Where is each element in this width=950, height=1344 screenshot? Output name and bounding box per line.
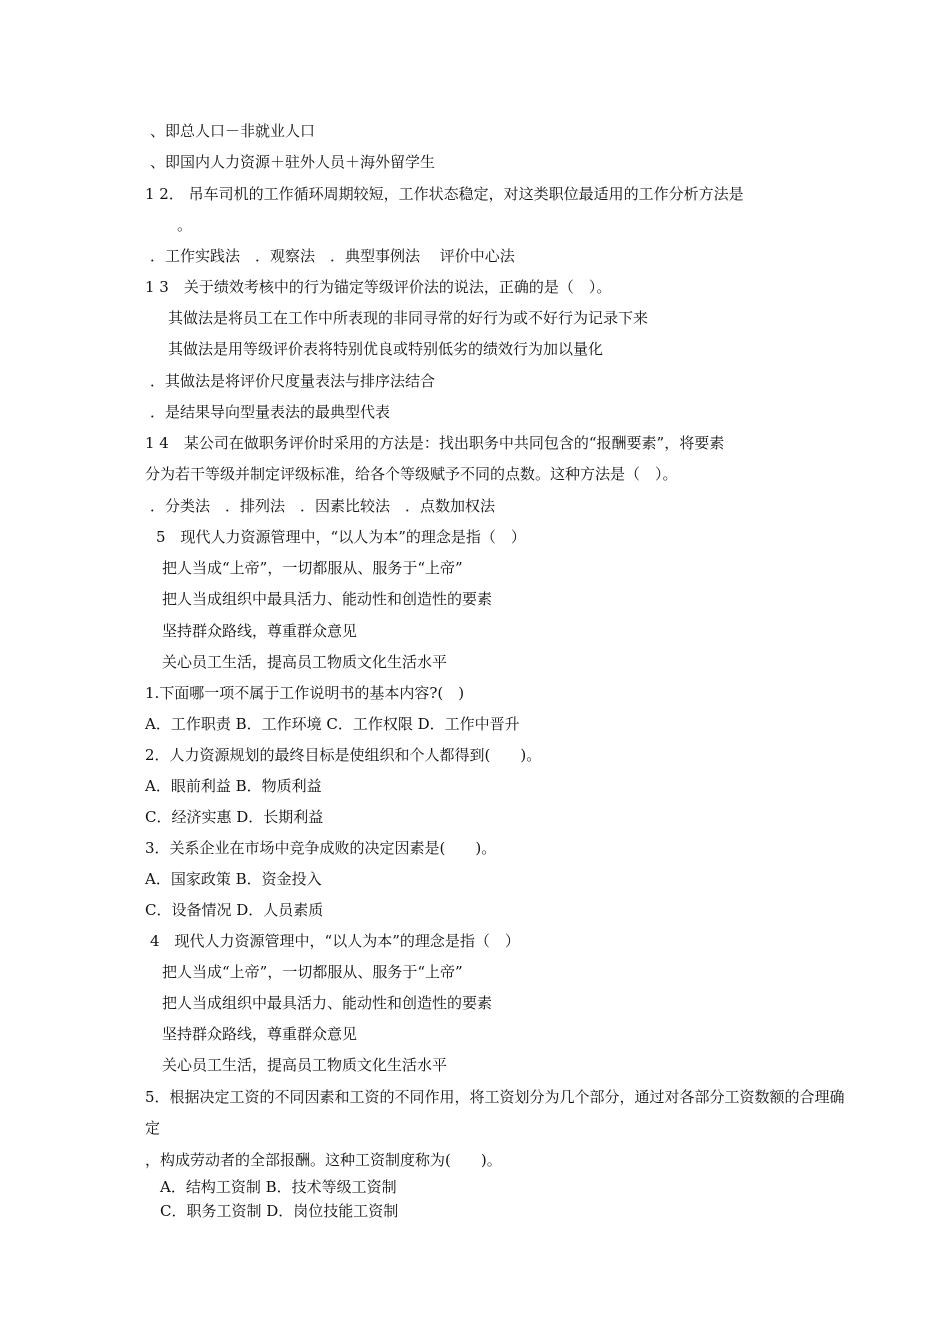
options-12: ．工作实践法 ．观察法 ．典型事例法 评价中心法	[150, 247, 515, 265]
question-12: 1 2． 吊车司机的工作循环周期较短，工作状态稳定，对这类职位最适用的工作分析方法是	[145, 185, 744, 203]
options-14: ．分类法 ．排列法 ．因素比较法 ．点数加权法	[150, 497, 496, 515]
options-5a: A．结构工资制 B．技术等级工资制	[160, 1178, 397, 1196]
option-line: 把人当成组织中最具活力、能动性和创造性的要素	[162, 994, 493, 1012]
question-2: 2．人力资源规划的最终目标是使组织和个人都得到( )。	[145, 746, 542, 764]
options-1: A．工作职责 B．工作环境 C．工作权限 D．工作中晋升	[145, 715, 520, 733]
option-line: 把人当成“上帝”，一切都服从、服务于“上帝”	[162, 963, 463, 981]
option-line: 其做法是用等级评价表将特别优良或特别低劣的绩效行为加以量化	[168, 340, 604, 358]
text-line: 。	[177, 216, 193, 234]
options-3a: A．国家政策 B．资金投入	[145, 870, 322, 888]
question-5: 5．根据决定工资的不同因素和工资的不同作用，将工资划分为几个部分，通过对各部分工资数额的合理确	[145, 1088, 845, 1106]
option-line: ．其做法是将评价尺度量表法与排序法结合	[150, 372, 436, 390]
question-15: 5 现代人力资源管理中，“以人为本”的理念是指（ ）	[156, 528, 526, 546]
option-line: 关心员工生活，提高员工物质文化生活水平	[162, 1056, 448, 1074]
question-1: 1.下面哪一项不属于工作说明书的基本内容?( )	[145, 684, 465, 702]
option-line: 坚持群众路线，尊重群众意见	[162, 622, 358, 640]
option-line: 把人当成组织中最具活力、能动性和创造性的要素	[162, 590, 493, 608]
option-line: 其做法是将员工在工作中所表现的非同寻常的好行为或不好行为记录下来	[168, 309, 649, 327]
option-line: 坚持群众路线，尊重群众意见	[162, 1025, 358, 1043]
options-3b: C．设备情况 D．人员素质	[145, 901, 324, 919]
text-line: 定	[145, 1119, 161, 1137]
options-5b: C．职务工资制 D．岗位技能工资制	[160, 1202, 399, 1220]
question-13: 1 3 关于绩效考核中的行为锚定等级评价法的说法，正确的是（ ）。	[145, 278, 612, 296]
question-3: 3．关系企业在市场中竞争成败的决定因素是( )。	[145, 839, 497, 857]
question-14: 1 4 某公司在做职务评价时采用的方法是：找出职务中共同包含的“报酬要素”，将要素	[145, 434, 725, 452]
options-2a: A．眼前利益 B．物质利益	[145, 777, 322, 795]
question-4: 4 现代人力资源管理中，“以人为本”的理念是指（ ）	[150, 932, 520, 950]
option-line: 把人当成“上帝”，一切都服从、服务于“上帝”	[162, 559, 463, 577]
options-2b: C．经济实惠 D．长期利益	[145, 808, 324, 826]
text-line: 分为若干等级并制定评级标准，给各个等级赋予不同的点数。这种方法是（ ）。	[145, 465, 678, 483]
text-line: ，构成劳动者的全部报酬。这种工资制度称为( )。	[145, 1151, 502, 1169]
option-line: ．是结果导向型量表法的最典型代表	[150, 403, 391, 421]
option-line: 关心员工生活，提高员工物质文化生活水平	[162, 653, 448, 671]
text-line: 、即总人口－非就业人口	[150, 122, 316, 140]
text-line: 、即国内人力资源＋驻外人员＋海外留学生	[150, 153, 436, 171]
